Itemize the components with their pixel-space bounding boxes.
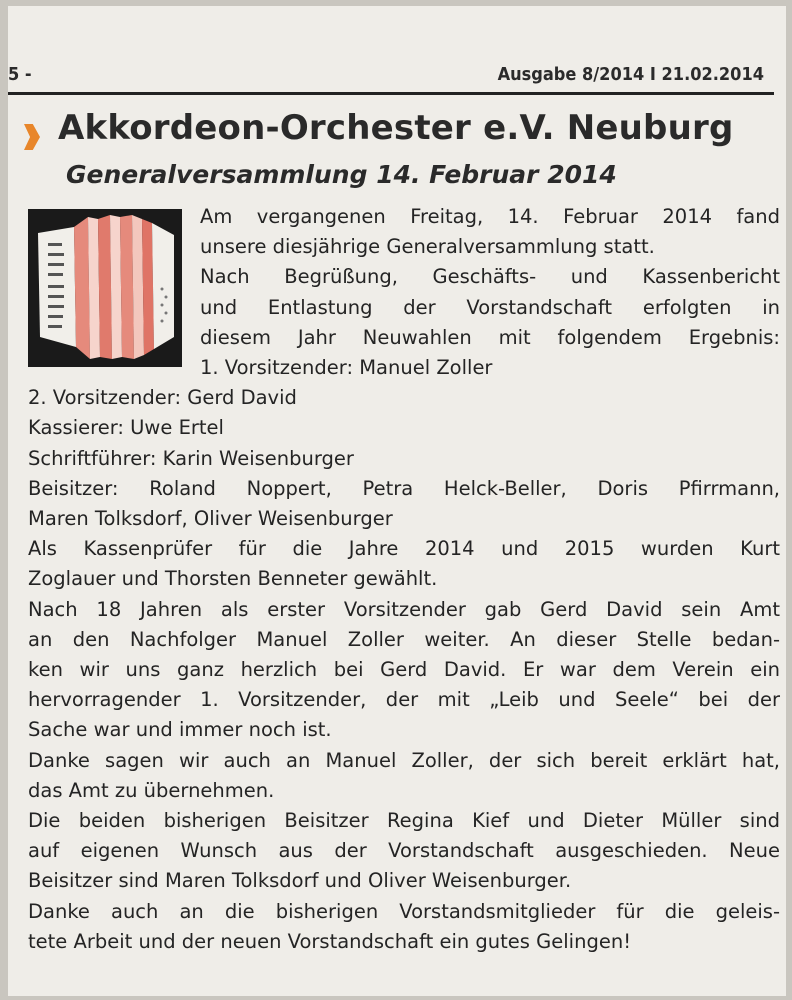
body-line: Zoglauer und Thorsten Benneter gewählt. (28, 567, 438, 591)
article-body (28, 202, 780, 957)
body-line: Als Kassenprüfer für die Jahre 2014 und 2015 wurden Kurt (28, 537, 780, 561)
body-line: ken wir uns ganz herzlich bei Gerd David. Er war dem Verein ein (28, 658, 780, 682)
body-line: unsere diesjährige Generalversammlung statt. (200, 235, 655, 259)
body-line: Nach Begrüßung, Geschäfts- und Kassenbericht (200, 265, 780, 289)
body-line: tete Arbeit und der neuen Vorstandschaft ein gutes Gelingen! (28, 929, 632, 953)
body-line: Schriftführer: Karin Weisenburger (28, 446, 354, 470)
body-line: Nach 18 Jahren als erster Vorsitzender gab Gerd David sein Amt (28, 597, 780, 621)
body-line: Danke sagen wir auch an Manuel Zoller, der sich bereit erklärt hat, (28, 748, 780, 772)
body-line: hervorragender 1. Vorsitzender, der mit „Leib und Seele“ bei der (28, 688, 780, 712)
body-line: Danke auch an die bisherigen Vorstandsmitglieder für die geleis- (28, 899, 780, 923)
body-line: 1. Vorsitzender: Manuel Zoller (200, 356, 493, 380)
body-line: Beisitzer: Roland Noppert, Petra Helck-Beller, Doris Pfirrmann, (28, 476, 780, 500)
body-line: Sache war und immer noch ist. (28, 718, 332, 742)
body-line: Beisitzer sind Maren Tolksdorf und Oliver Weisenburger. (28, 869, 572, 893)
header-divider (8, 92, 774, 95)
body-line: Maren Tolksdorf, Oliver Weisenburger (28, 507, 393, 531)
body-line: und Entlastung der Vorstandschaft erfolgten in (200, 295, 780, 319)
body-line: Die beiden bisherigen Beisitzer Regina Kief und Dieter Müller sind (28, 809, 780, 833)
body-line: Kassierer: Uwe Ertel (28, 416, 224, 440)
article-subtitle: Generalversammlung 14. Februar 2014 (66, 160, 617, 189)
body-line: das Amt zu übernehmen. (28, 778, 275, 802)
article-title: Akkordeon-Orchester e.V. Neuburg (58, 108, 734, 148)
page-number: 5 - (8, 64, 32, 85)
body-line: diesem Jahr Neuwahlen mit folgendem Ergebnis: (200, 325, 780, 349)
newspaper-page (8, 6, 786, 996)
issue-date: Ausgabe 8/2014 I 21.02.2014 (497, 64, 764, 85)
body-line: 2. Vorsitzender: Gerd David (28, 386, 297, 410)
body-line: auf eigenen Wunsch aus der Vorstandschaft ausgeschieden. Neue (28, 839, 780, 863)
body-line: Am vergangenen Freitag, 14. Februar 2014 fand (200, 205, 780, 228)
title-bullet-icon (24, 124, 40, 150)
page-header (8, 64, 778, 92)
body-line: an den Nachfolger Manuel Zoller weiter. An dieser Stelle bedan- (28, 627, 780, 651)
